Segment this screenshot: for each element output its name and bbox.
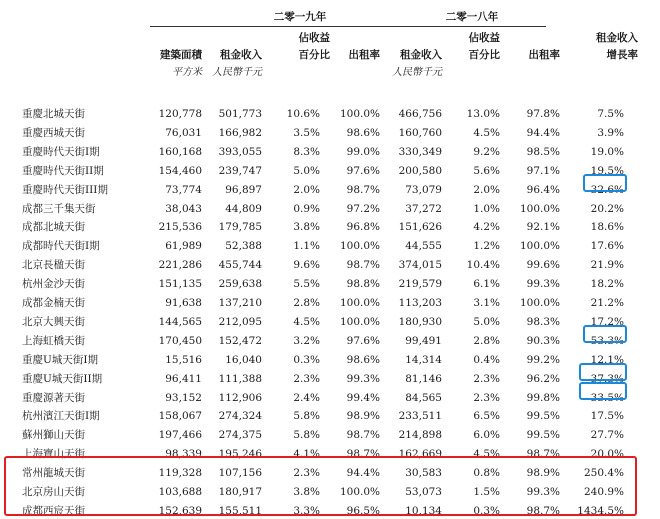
cell-pct18: 0.4% [473, 353, 500, 366]
cell-pct19: 0.9% [293, 202, 320, 215]
cell-pct18: 5.6% [473, 164, 500, 177]
cell-name: 成都北城天街 [22, 221, 85, 234]
cell-pct19: 5.8% [293, 429, 320, 442]
cell-rent19: 44,809 [225, 202, 262, 215]
table-row [0, 144, 660, 160]
table-row [0, 238, 660, 254]
cell-pct18: 2.3% [473, 391, 500, 404]
cell-rent19: 137,210 [218, 297, 262, 309]
table-row [0, 333, 660, 349]
cell-occ18: 90.3% [526, 334, 560, 347]
cell-occ18: 97.8% [526, 108, 560, 120]
cell-name: 重慶源著天街 [22, 391, 85, 404]
cell-occ18: 96.4% [526, 183, 560, 196]
cell-pct19: 2.3% [293, 467, 320, 480]
cell-growth: 12.1% [590, 353, 624, 366]
cell-pct18: 10.4% [466, 259, 500, 272]
cell-growth: 53.3% [590, 334, 624, 347]
cell-gfa: 98,339 [165, 448, 202, 461]
cell-name: 蘇州獅山天街 [22, 429, 85, 442]
cell-rent18: 219,579 [398, 278, 442, 291]
rent-2019-header: 租金收入 [220, 49, 262, 61]
year-2018-rule [392, 26, 546, 27]
cell-rent19: 52,388 [225, 240, 262, 253]
cell-rent18: 81,146 [405, 372, 442, 385]
cell-rent18: 37,272 [405, 202, 442, 215]
cell-name: 成都三千集天街 [22, 202, 96, 215]
cell-name: 北京長楹天街 [22, 259, 85, 272]
cell-occ19: 98.7% [346, 448, 380, 461]
cell-rent19: 107,156 [218, 467, 262, 480]
cell-occ19: 98.6% [346, 126, 380, 139]
cell-occ19: 100.0% [339, 315, 380, 328]
cell-name: 成都金楠天街 [22, 297, 85, 309]
cell-pct18: 5.0% [473, 315, 500, 328]
cell-growth: 240.9% [583, 486, 624, 498]
cell-growth: 21.2% [590, 297, 624, 309]
cell-rent19: 195,246 [218, 448, 262, 461]
cell-name: 重慶時代天街II期 [22, 164, 104, 177]
pct-2018-header-line1: 佔收益 [468, 32, 500, 44]
table-row [0, 408, 660, 424]
year-2018-header: 二零一八年 [445, 11, 499, 23]
cell-rent18: 214,898 [398, 429, 442, 442]
cell-pct19: 1.1% [293, 240, 320, 253]
highlight-growth-row5 [583, 174, 627, 192]
cell-rent18: 330,349 [398, 145, 442, 158]
highlight-growth-row15 [579, 363, 627, 381]
cell-pct18: 2.3% [473, 372, 500, 385]
cell-pct19: 9.6% [293, 259, 320, 272]
cell-name: 重慶時代天街I期 [22, 145, 100, 158]
table-row [0, 295, 660, 311]
cell-pct19: 5.8% [293, 410, 320, 423]
cell-rent19: 274,375 [218, 429, 262, 442]
cell-occ19: 97.6% [346, 334, 380, 347]
cell-occ18: 96.2% [526, 372, 560, 385]
rent-2018-unit: 人民幣千元 [392, 67, 442, 78]
growth-header-line1: 租金收入 [596, 32, 638, 44]
cell-occ19: 98.6% [346, 353, 380, 366]
cell-pct18: 4.5% [473, 448, 500, 461]
cell-occ18: 99.5% [526, 410, 560, 423]
cell-rent19: 96,897 [225, 183, 262, 196]
cell-pct18: 13.0% [466, 108, 500, 120]
cell-occ18: 99.3% [526, 486, 560, 498]
cell-pct18: 0.3% [473, 504, 500, 517]
cell-pct19: 2.4% [293, 391, 320, 404]
growth-header-line2: 增長率 [606, 49, 638, 61]
cell-growth: 32.6% [590, 183, 624, 196]
cell-pct19: 3.8% [293, 486, 320, 498]
cell-occ18: 100.0% [519, 202, 560, 215]
table-row [0, 257, 660, 273]
highlight-growth-row13 [583, 325, 627, 343]
cell-growth: 250.4% [583, 467, 624, 480]
cell-occ18: 94.4% [526, 126, 560, 139]
cell-growth: 17.2% [590, 315, 624, 328]
cell-occ18: 92.1% [526, 221, 560, 234]
cell-occ18: 99.6% [526, 259, 560, 272]
gfa-header: 建築面積 [160, 49, 202, 61]
cell-occ18: 100.0% [519, 297, 560, 309]
cell-rent18: 233,511 [398, 410, 442, 423]
cell-occ19: 98.9% [346, 410, 380, 423]
cell-rent19: 111,388 [218, 372, 262, 385]
occ-2019-header: 出租率 [348, 49, 380, 61]
cell-rent18: 99,491 [405, 334, 442, 347]
cell-rent19: 259,638 [218, 278, 262, 291]
cell-name: 重慶西城天街 [22, 126, 85, 139]
cell-rent18: 113,203 [398, 297, 442, 309]
cell-gfa: 154,460 [158, 164, 202, 177]
cell-growth: 17.6% [590, 240, 624, 253]
cell-rent19: 179,785 [218, 221, 262, 234]
cell-pct18: 1.0% [473, 202, 500, 215]
cell-pct19: 3.5% [293, 126, 320, 139]
cell-growth: 20.2% [590, 202, 624, 215]
table-row [0, 219, 660, 235]
cell-gfa: 221,286 [158, 259, 202, 272]
cell-occ18: 99.2% [526, 353, 560, 366]
cell-occ19: 100.0% [339, 486, 380, 498]
cell-gfa: 96,411 [165, 372, 202, 385]
cell-name: 北京大興天街 [22, 315, 85, 328]
cell-gfa: 91,638 [165, 297, 202, 309]
cell-pct18: 2.8% [473, 334, 500, 347]
occ-2018-header: 出租率 [528, 49, 560, 61]
cell-rent18: 73,079 [405, 183, 442, 196]
cell-occ18: 98.9% [526, 467, 560, 480]
table-row [0, 352, 660, 368]
cell-occ18: 98.5% [526, 145, 560, 158]
cell-occ18: 100.0% [519, 240, 560, 253]
cell-occ19: 99.3% [346, 372, 380, 385]
cell-occ19: 97.6% [346, 164, 380, 177]
gfa-unit: 平方米 [172, 67, 202, 78]
cell-gfa: 151,135 [158, 278, 202, 291]
cell-gfa: 76,031 [165, 126, 202, 139]
cell-pct18: 9.2% [473, 145, 500, 158]
cell-gfa: 197,466 [158, 429, 202, 442]
cell-occ19: 98.7% [346, 429, 380, 442]
cell-occ19: 96.5% [346, 504, 380, 517]
table-row [0, 390, 660, 406]
cell-gfa: 119,328 [158, 467, 202, 480]
cell-pct19: 8.3% [293, 145, 320, 158]
table-row [0, 276, 660, 292]
cell-growth: 33.5% [590, 391, 624, 404]
cell-rent19: 239,747 [218, 164, 262, 177]
cell-pct18: 4.5% [473, 126, 500, 139]
cell-occ19: 99.4% [346, 391, 380, 404]
cell-growth: 19.0% [590, 145, 624, 158]
cell-growth: 3.9% [597, 126, 624, 139]
cell-growth: 1434.5% [577, 504, 624, 517]
cell-pct18: 1.2% [473, 240, 500, 253]
cell-rent18: 374,015 [398, 259, 442, 272]
cell-growth: 18.6% [590, 221, 624, 234]
cell-gfa: 73,774 [165, 183, 202, 196]
cell-rent19: 212,095 [218, 315, 262, 328]
cell-growth: 19.5% [590, 164, 624, 177]
cell-growth: 21.9% [590, 259, 624, 272]
cell-name: 重慶北城天街 [22, 108, 85, 120]
cell-gfa: 103,688 [158, 486, 202, 498]
cell-occ19: 100.0% [339, 108, 380, 120]
cell-growth: 18.2% [590, 278, 624, 291]
table-row [0, 201, 660, 217]
rent-2018-header: 租金收入 [400, 49, 442, 61]
cell-rent18: 162,669 [398, 448, 442, 461]
cell-name: 常州龍城天街 [22, 467, 85, 480]
cell-gfa: 215,536 [158, 221, 202, 234]
cell-occ19: 100.0% [339, 240, 380, 253]
cell-growth: 7.5% [597, 108, 624, 120]
cell-name: 重慶時代天街III期 [22, 183, 108, 196]
table-row [0, 182, 660, 198]
cell-pct19: 3.3% [293, 504, 320, 517]
cell-pct19: 4.1% [293, 448, 320, 461]
cell-pct18: 6.0% [473, 429, 500, 442]
cell-name: 杭州濱江天街I期 [22, 410, 100, 423]
table-row [0, 427, 660, 443]
cell-pct19: 2.8% [293, 297, 320, 309]
cell-rent18: 466,756 [398, 108, 442, 120]
cell-name: 重慶U城天街II期 [22, 372, 103, 385]
cell-pct18: 4.2% [473, 221, 500, 234]
cell-rent18: 14,314 [405, 353, 442, 366]
table-row [0, 371, 660, 387]
cell-gfa: 61,989 [165, 240, 202, 253]
cell-pct19: 5.5% [293, 278, 320, 291]
cell-rent18: 180,930 [398, 315, 442, 328]
cell-name: 上海寶山天街 [22, 448, 85, 461]
cell-pct19: 4.5% [293, 315, 320, 328]
cell-rent19: 152,472 [218, 334, 262, 347]
cell-occ19: 97.2% [346, 202, 380, 215]
cell-rent18: 10,134 [405, 504, 442, 517]
cell-pct19: 2.3% [293, 372, 320, 385]
cell-growth: 37.3% [590, 372, 624, 385]
cell-occ18: 98.3% [526, 315, 560, 328]
cell-occ19: 98.7% [346, 259, 380, 272]
cell-rent19: 274,324 [218, 410, 262, 423]
cell-growth: 27.7% [590, 429, 624, 442]
cell-name: 杭州金沙天街 [22, 278, 85, 291]
cell-occ19: 99.0% [346, 145, 380, 158]
cell-gfa: 120,778 [158, 108, 202, 120]
pct-2018-header-line2: 百分比 [468, 49, 500, 61]
cell-rent19: 180,917 [218, 486, 262, 498]
cell-pct19: 3.8% [293, 221, 320, 234]
cell-pct19: 3.2% [293, 334, 320, 347]
cell-pct19: 0.3% [293, 353, 320, 366]
cell-gfa: 152,639 [158, 504, 202, 517]
cell-growth: 20.0% [590, 448, 624, 461]
pct-2019-header-line1: 佔收益 [298, 32, 330, 44]
table-row [0, 125, 660, 141]
cell-growth: 17.5% [590, 410, 624, 423]
cell-occ18: 99.5% [526, 429, 560, 442]
cell-pct18: 6.5% [473, 410, 500, 423]
cell-rent19: 455,744 [218, 259, 262, 272]
cell-gfa: 158,067 [158, 410, 202, 423]
cell-pct18: 6.1% [473, 278, 500, 291]
cell-rent18: 84,565 [405, 391, 442, 404]
cell-rent18: 160,760 [398, 126, 442, 139]
highlight-growth-row16 [579, 382, 627, 400]
cell-rent19: 112,906 [218, 391, 262, 404]
cell-name: 上海虹橋天街 [22, 334, 85, 347]
cell-name: 北京房山天街 [22, 486, 85, 498]
table-row [0, 106, 660, 122]
cell-rent18: 200,580 [398, 164, 442, 177]
highlight-new-malls [4, 456, 637, 516]
table-row [0, 314, 660, 330]
cell-occ19: 98.8% [346, 278, 380, 291]
cell-rent19: 155,511 [218, 504, 262, 517]
cell-rent18: 30,583 [405, 467, 442, 480]
cell-rent19: 501,773 [218, 108, 262, 120]
cell-gfa: 170,450 [158, 334, 202, 347]
pct-2019-header-line2: 百分比 [298, 49, 330, 61]
cell-pct18: 2.0% [473, 183, 500, 196]
cell-gfa: 93,152 [165, 391, 202, 404]
cell-rent19: 166,982 [218, 126, 262, 139]
cell-name: 重慶U城天街I期 [22, 353, 98, 366]
cell-pct18: 1.5% [473, 486, 500, 498]
table-row [0, 163, 660, 179]
cell-occ18: 97.1% [526, 164, 560, 177]
cell-name: 成都時代天街I期 [22, 240, 100, 253]
cell-gfa: 160,168 [158, 145, 202, 158]
cell-pct18: 3.1% [473, 297, 500, 309]
cell-occ18: 98.7% [526, 448, 560, 461]
cell-pct19: 2.0% [293, 183, 320, 196]
cell-gfa: 144,565 [158, 315, 202, 328]
year-2019-header: 二零一九年 [273, 11, 327, 23]
cell-rent19: 393,055 [218, 145, 262, 158]
cell-rent18: 151,626 [398, 221, 442, 234]
cell-rent18: 53,073 [405, 486, 442, 498]
cell-rent19: 16,040 [225, 353, 262, 366]
cell-gfa: 15,516 [165, 353, 202, 366]
cell-name: 成都西宸天街 [22, 504, 85, 517]
cell-occ18: 99.3% [526, 278, 560, 291]
cell-rent18: 44,555 [405, 240, 442, 253]
cell-occ19: 94.4% [346, 467, 380, 480]
cell-occ19: 96.8% [346, 221, 380, 234]
cell-occ18: 98.7% [526, 504, 560, 517]
cell-occ19: 100.0% [339, 297, 380, 309]
cell-pct19: 10.6% [286, 108, 320, 120]
cell-occ18: 99.8% [526, 391, 560, 404]
cell-occ19: 98.7% [346, 183, 380, 196]
cell-gfa: 38,043 [165, 202, 202, 215]
rent-2019-unit: 人民幣千元 [212, 67, 262, 78]
cell-pct18: 0.8% [473, 467, 500, 480]
cell-pct19: 5.0% [293, 164, 320, 177]
